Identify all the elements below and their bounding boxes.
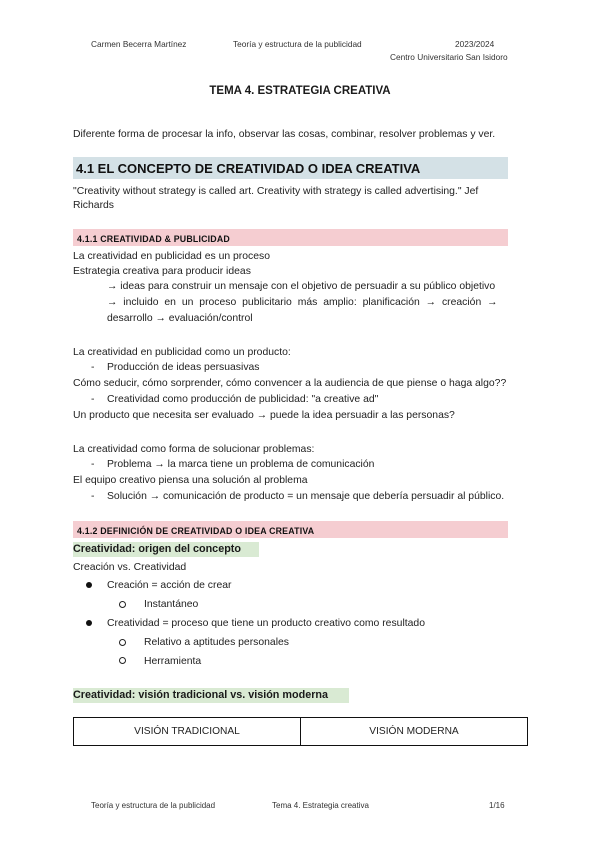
header-subject: Teoría y estructura de la publicidad <box>233 39 362 49</box>
header-institution: Centro Universitario San Isidoro <box>390 52 508 62</box>
body-line: El equipo creativo piensa una solución al problema <box>73 475 308 486</box>
header-author: Carmen Becerra Martínez <box>91 39 187 49</box>
dash-item: Producción de ideas persuasivas <box>107 362 260 373</box>
subsection-heading-4-1-2: 4.1.2 DEFINICIÓN DE CREATIVIDAD O IDEA CREATIVA <box>77 526 315 536</box>
body-line: Un producto que necesita ser evaluado → puede la idea persuadir a las personas? <box>73 410 455 421</box>
sub-bullet-item: Herramienta <box>144 656 202 667</box>
sub-bullet-item: Relativo a aptitudes personales <box>144 637 289 648</box>
section-heading-4-1: 4.1 EL CONCEPTO DE CREATIVIDAD O IDEA CREATIVA <box>76 161 421 176</box>
arrow-line: → ideas para construir un mensaje con el objetivo de persuadir a su público objetivo <box>107 281 496 292</box>
page-title: TEMA 4. ESTRATEGIA CREATIVA <box>209 85 391 97</box>
dash-marker: - <box>91 459 95 470</box>
dash-marker: - <box>91 362 95 373</box>
dash-item: Creatividad como producción de publicidad: "a creative ad" <box>107 394 379 405</box>
sub-bullet-icon <box>119 601 126 608</box>
table-header-cell: VISIÓN TRADICIONAL <box>134 726 240 737</box>
bullet-item: Creación = acción de crear <box>107 580 232 591</box>
table-header-cell: VISIÓN MODERNA <box>300 718 527 745</box>
paragraph-heading-process: La creatividad en publicidad es un proceso <box>73 251 270 262</box>
bullet-icon <box>86 620 92 626</box>
footer-subject: Teoría y estructura de la publicidad <box>91 801 216 810</box>
header-year: 2023/2024 <box>455 39 495 49</box>
body-line: Estrategia creativa para producir ideas <box>73 266 251 277</box>
subheading-origin: Creatividad: origen del concepto <box>73 543 241 555</box>
intro-text: Diferente forma de procesar la info, observar las cosas, combinar, resolver problemas y ver. <box>73 129 496 140</box>
quote-line-2: Richards <box>73 200 114 211</box>
arrow-line-justified <box>107 296 508 309</box>
sub-bullet-icon <box>119 657 126 664</box>
arrow-line-continuation: desarrollo → evaluación/control <box>107 313 253 324</box>
subsection-heading-4-1-1: 4.1.1 CREATIVIDAD & PUBLICIDAD <box>77 234 230 244</box>
body-line: Creación vs. Creatividad <box>73 562 187 573</box>
paragraph-heading-problems: La creatividad como forma de solucionar problemas: <box>73 444 315 455</box>
footer-page-number: 1/16 <box>489 801 505 810</box>
sub-bullet-icon <box>119 639 126 646</box>
dash-item: Solución → comunicación de producto = un mensaje que debería persuadir al público. <box>107 491 505 502</box>
bullet-item: Creatividad = proceso que tiene un producto creativo como resultado <box>107 618 425 629</box>
bullet-icon <box>86 582 92 588</box>
body-line: Cómo seducir, cómo sorprender, cómo convencer a la audiencia de que piense o haga algo?? <box>73 378 507 389</box>
paragraph-heading-product: La creatividad en publicidad como un producto: <box>73 347 291 358</box>
sub-bullet-item: Instantáneo <box>144 599 199 610</box>
arrow-line-text: → incluido en un proceso publicitario más amplio: planificación → creación → <box>107 297 498 308</box>
footer-topic: Tema 4. Estrategia creativa <box>272 801 369 810</box>
quote-line-1: "Creativity without strategy is called art. Creativity with strategy is called advertising." Jef <box>73 186 479 197</box>
vision-table <box>73 717 528 746</box>
subheading-vision: Creatividad: visión tradicional vs. visión moderna <box>73 689 328 701</box>
dash-marker: - <box>91 394 95 405</box>
dash-marker: - <box>91 491 95 502</box>
dash-item: Problema → la marca tiene un problema de comunicación <box>107 459 375 470</box>
